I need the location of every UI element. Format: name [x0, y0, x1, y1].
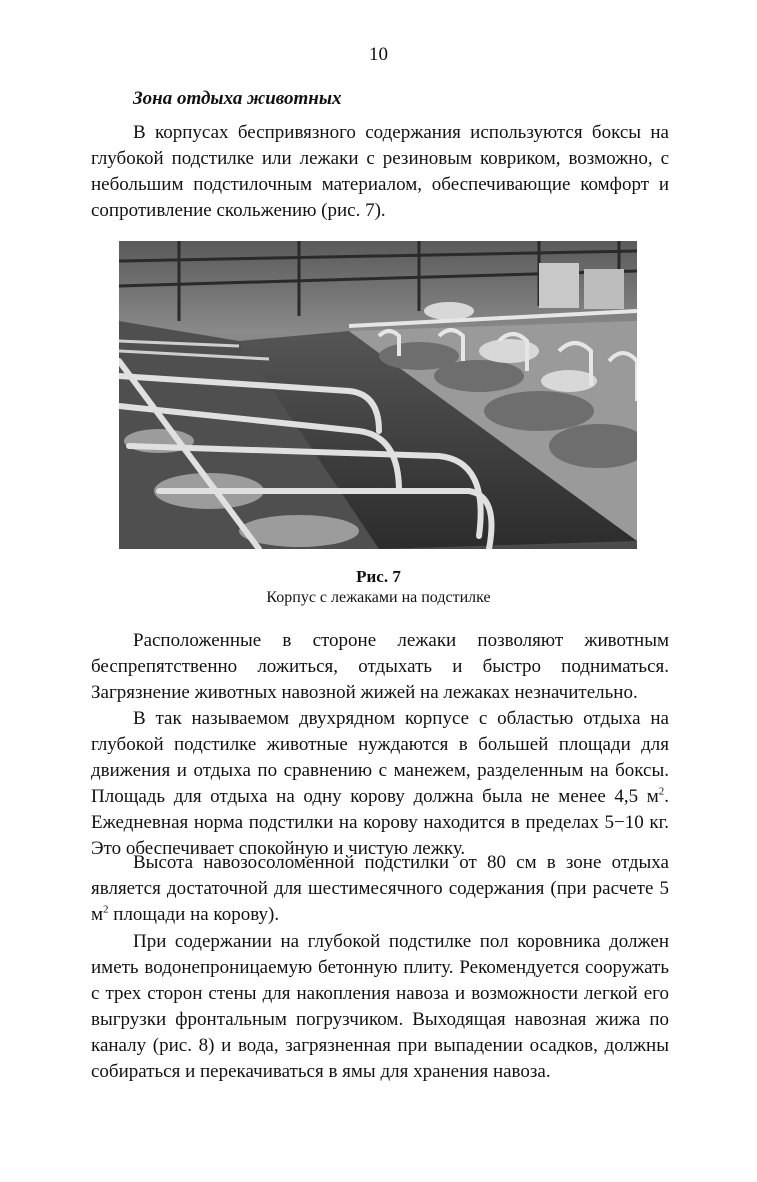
section-heading: Зона отдыха животных	[133, 88, 342, 109]
barn-photo	[119, 241, 637, 549]
paragraph-5: При содержании на глубокой подстилке пол коровника должен иметь водонепроницаемую бетонную плиту. Рекомендуется сооружать с трех сторон стены для накопления навоза и возможности легкой его выгрузки фронтальным погрузчиком. Выходящая навозная жижа по каналу (рис. 8) и вода, загрязненная при выпадении осадков, должны собираться и перекачиваться в ямы для хранения навоза.	[91, 931, 669, 1082]
figure-title: Рис. 7	[356, 567, 401, 586]
paragraph-4-part-2: площади на корову).	[108, 904, 280, 925]
page-number: 10	[369, 44, 388, 65]
paragraph-4	[91, 850, 669, 928]
figure-caption: Корпус с лежаками на подстилке	[266, 589, 491, 606]
paragraph-intro: В корпусах беспривязного содержания используются боксы на глубокой подстилке или лежаки с резиновым ковриком, возможно, с небольшим подстилочным материалом, обеспечивающие комфорт и сопротивление скольжению (рис. 7).	[91, 122, 669, 221]
paragraph-3-part-2: . Ежедневная норма подстилки на корову находится в пределах 5−10 кг. Это обеспечивает спокойную и чистую лежку.	[91, 786, 669, 859]
superscript: 2	[103, 903, 109, 916]
paragraph-3	[91, 706, 669, 862]
superscript: 2	[658, 785, 665, 798]
paragraph-2: Расположенные в стороне лежаки позволяют животным беспрепятственно ложиться, отдыхать и быстро подниматься. Загрязнение животных навозной жижей на лежаках незначительно.	[91, 630, 669, 703]
paragraph-4-part-1: Высота навозосоломенной подстилки от 80 см в зоне отдыха является достаточной для шестимесячного содержания (при расчете 5 м	[91, 852, 669, 925]
paragraph-3-part-1: В так называемом двухрядном корпусе с областью отдыха на глубокой подстилке животные нуждаются в большей площади для движения и отдыха по сравнению с манежем, разделенным на боксы. Площадь для отдыха на одну корову должна была не менее 4,5 м	[91, 708, 669, 807]
